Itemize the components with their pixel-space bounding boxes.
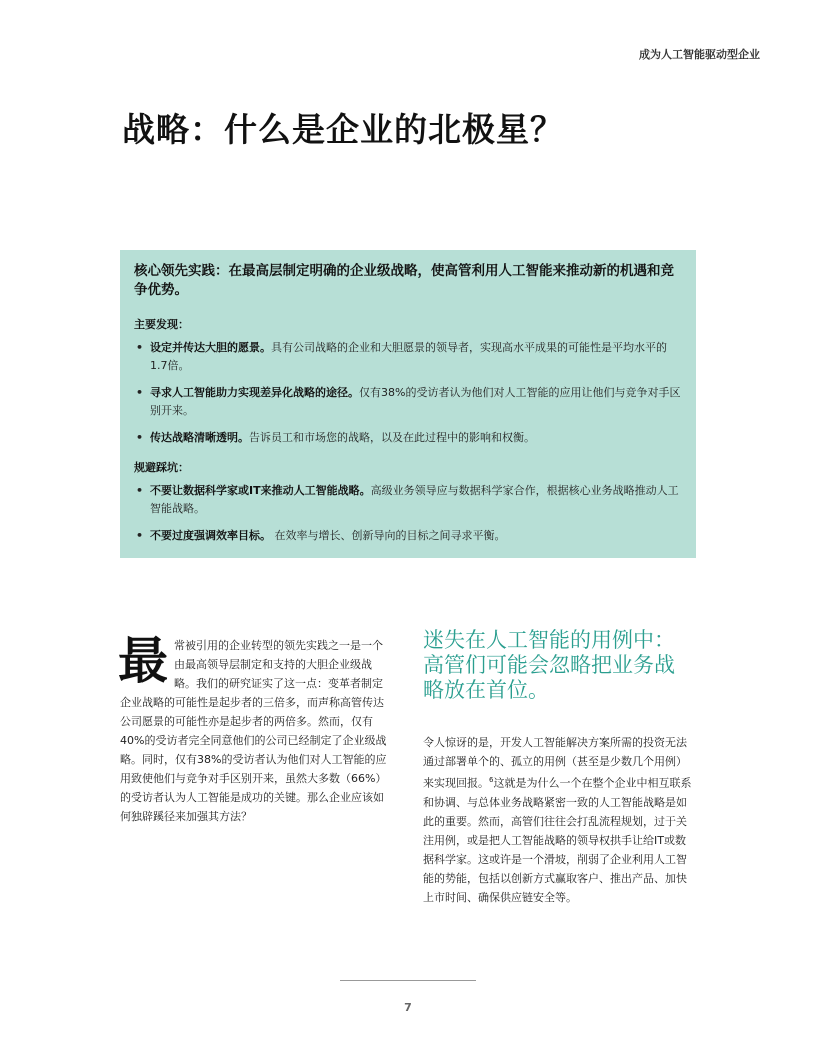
page-title: 战略：什么是企业的北极星？ bbox=[122, 110, 564, 149]
findings-heading: 主要发现： bbox=[134, 318, 189, 331]
footer-divider bbox=[340, 980, 476, 981]
pitfalls-heading: 规避踩坑： bbox=[134, 461, 189, 474]
findings-list bbox=[134, 339, 682, 447]
footnote-ref: 6 bbox=[489, 776, 494, 784]
finding-text: 仅有38%的受访者认为他们对人工智能的应用让他们与竞争对手区别开来。 bbox=[150, 386, 681, 417]
key-practice-callout bbox=[120, 250, 696, 558]
right-body-before: 令人惊讶的是，开发人工智能解决方案所需的投资无法通过部署单个的、孤立的用例（甚至是少数几个用例）来实现回报。 bbox=[423, 736, 687, 790]
page-number: 7 bbox=[404, 1001, 412, 1014]
finding-item bbox=[134, 339, 682, 375]
left-body-text: 常被引用的企业转型的领先实践之一是一个由最高领导层制定和支持的大胆企业级战略。我们的研究证实了这一点：变革者制定企业战略的可能性是起步者的三倍多，而声称高管传达公司愿景的可能性亦是起步者的两倍多。然而，仅有40%的受访者完全同意他们的公司已经制定了企业级战略。同时，仅有38%的受访者认为他们对人工智能的应用致使他们与竞争对手区别开来，虽然大多数（66%）的受访者认为人工智能是成功的关键。那么企业应该如何独辟蹊径来加强其方法？ bbox=[120, 639, 387, 823]
pitfall-bold: 不要让数据科学家或IT来推动人工智能战略。 bbox=[150, 484, 371, 497]
running-header: 成为人工智能驱动型企业 bbox=[639, 48, 760, 61]
finding-text: 告诉员工和市场您的战略，以及在此过程中的影响和权衡。 bbox=[249, 431, 535, 444]
pitfall-item bbox=[134, 527, 682, 545]
left-column bbox=[118, 632, 392, 826]
finding-item bbox=[134, 429, 682, 447]
finding-text: 具有公司战略的企业和大胆愿景的领导者，实现高水平成果的可能性是平均水平的1.7倍。 bbox=[150, 341, 667, 372]
finding-bold: 寻求人工智能助力实现差异化战略的途径。 bbox=[150, 386, 359, 399]
pitfall-text: 在效率与增长、创新导向的目标之间寻求平衡。 bbox=[271, 529, 506, 542]
right-column bbox=[423, 628, 695, 907]
finding-item bbox=[134, 384, 682, 420]
pitfall-text: 高级业务领导应与数据科学家合作，根据核心业务战略推动人工智能战略。 bbox=[150, 484, 679, 515]
finding-bold: 传达战略清晰透明。 bbox=[150, 431, 249, 444]
right-body-text bbox=[423, 733, 695, 907]
drop-cap: 最 bbox=[118, 632, 168, 690]
pitfall-item bbox=[134, 482, 682, 518]
pull-quote: 迷失在人工智能的用例中：高管们可能会忽略把业务战略放在首位。 bbox=[423, 628, 675, 702]
pitfalls-list bbox=[134, 482, 682, 545]
right-body-after: 这就是为什么一个在整个企业中相互联系和协调、与总体业务战略紧密一致的人工智能战略是如此的重要。然而，高管们往往会打乱流程规划，过于关注用例，或是把人工智能战略的领导权拱手让给IT或数据科学家。这或许是一个滑坡，削弱了企业利用人工智能的势能，包括以创新方式赢取客户、推出产品、加快上市时间、确保供应链安全等。 bbox=[423, 776, 692, 904]
pitfall-bold: 不要过度强调效率目标。 bbox=[150, 529, 271, 542]
callout-headline: 核心领先实践：在最高层制定明确的企业级战略，使高管利用人工智能来推动新的机遇和竞争优势。 bbox=[134, 263, 674, 298]
finding-bold: 设定并传达大胆的愿景。 bbox=[150, 341, 271, 354]
